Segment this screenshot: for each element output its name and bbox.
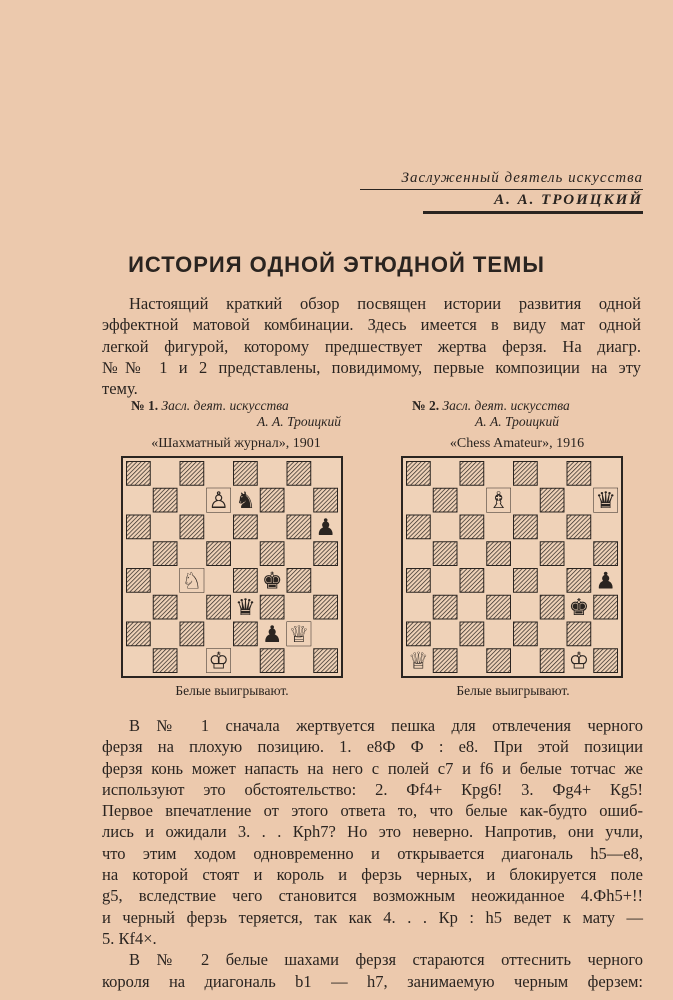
body-line: g5, вследствие чего становится возможным неожиданное 4.Фh5+!!	[102, 886, 643, 906]
dark-square	[487, 542, 511, 566]
diagram-2-source: «Chess Amateur», 1916	[449, 436, 585, 451]
dark-square	[514, 515, 538, 539]
body-line: ферзя на плохую позицию. 1. e8Ф Ф : e8. При этой позиции	[102, 737, 643, 757]
dark-square	[234, 462, 258, 486]
chess-piece: ♞	[235, 488, 256, 515]
dark-square	[260, 542, 284, 566]
dark-square	[460, 622, 484, 646]
chess-piece: ♛	[595, 488, 616, 515]
dark-square	[540, 595, 564, 619]
dark-square	[594, 649, 618, 673]
dark-square	[314, 542, 338, 566]
diagram-2-verdict: Белые выигрывают.	[456, 683, 570, 698]
chess-board-2	[401, 456, 623, 678]
chess-board-1	[121, 456, 343, 678]
dark-square	[460, 569, 484, 593]
dark-square	[407, 622, 431, 646]
dark-square	[407, 569, 431, 593]
intro-line: №№ 1 и 2 представлены, повидимому, первые композиции на эту	[102, 357, 641, 377]
dark-square	[287, 462, 311, 486]
dark-square	[487, 649, 511, 673]
diagram-2-author-line2: А. А. Троицкий	[475, 414, 559, 429]
body-text	[102, 715, 643, 992]
author-title: Заслуженный деятель искусства	[360, 170, 643, 190]
diagram-1-source: «Шахматный журнал», 1901	[151, 436, 321, 451]
dark-square	[567, 569, 591, 593]
dark-square	[153, 542, 177, 566]
dark-square	[460, 515, 484, 539]
dark-square	[567, 622, 591, 646]
diagram-2-author-line1: Засл. деят. искусства	[442, 398, 570, 413]
chess-piece: ♔	[568, 648, 590, 675]
dark-square	[540, 542, 564, 566]
dark-square	[234, 622, 258, 646]
dark-square	[314, 649, 338, 673]
dark-square	[127, 515, 151, 539]
dark-square	[180, 622, 204, 646]
dark-square	[514, 462, 538, 486]
chess-piece: ♗	[488, 488, 509, 515]
dark-square	[314, 488, 338, 512]
dark-square	[594, 595, 618, 619]
dark-square	[407, 462, 431, 486]
dark-square	[314, 595, 338, 619]
dark-square	[260, 649, 284, 673]
body-line: Первое впечатление от этого ответа то, что белые как-будто ошиб-	[102, 801, 643, 821]
body-line: ферзя конь может напасть на него с полей c7 и f6 и белые тотчас же	[102, 758, 643, 778]
body-line: В № 1 сначала жертвуется пешка для отвлечения черного	[129, 716, 643, 735]
diagram-1-author-line2: А. А. Троицкий	[257, 414, 341, 429]
intro-line: Настоящий краткий обзор посвящен истории развития одной	[129, 294, 641, 313]
dark-square	[234, 515, 258, 539]
chess-piece: ♟	[261, 621, 283, 648]
dark-square	[287, 569, 311, 593]
dark-square	[433, 542, 457, 566]
dark-square	[260, 488, 284, 512]
dark-square	[407, 515, 431, 539]
dark-square	[180, 462, 204, 486]
dark-square	[540, 488, 564, 512]
dark-square	[260, 595, 284, 619]
diagram-1-header	[131, 398, 341, 452]
dark-square	[433, 488, 457, 512]
dark-square	[234, 569, 258, 593]
intro-line: тему.	[102, 379, 138, 399]
chess-piece: ♘	[181, 568, 203, 595]
dark-square	[207, 542, 231, 566]
diagram-2-number: № 2.	[412, 398, 440, 413]
chess-piece: ♛	[235, 595, 256, 622]
chess-piece: ♙	[208, 488, 229, 515]
author-name: А. А. ТРОИЦКИЙ	[423, 192, 643, 214]
dark-square	[540, 649, 564, 673]
dark-square	[433, 649, 457, 673]
chess-piece: ♚	[261, 568, 283, 595]
diagram-1-board-wrap	[121, 456, 343, 678]
body-line: используют это обстоятельство: 2. Фf4+ Крg6! 3. Фg4+ Кg5!	[102, 779, 643, 799]
body-line: короля на диагональ b1 — h7, занимаемую черным ферзем:	[102, 971, 643, 991]
intro-paragraph	[102, 293, 641, 399]
dark-square	[514, 622, 538, 646]
chess-piece: ♚	[568, 595, 590, 622]
body-line: В № 2 белые шахами ферзя стараются оттеснить черного	[129, 950, 643, 970]
dark-square	[594, 542, 618, 566]
chess-piece: ♕	[288, 621, 310, 648]
diagram-1-verdict: Белые выигрывают.	[175, 683, 289, 698]
intro-line: легкой фигурой, которому предшествует жертва ферзя. На диагр.	[102, 336, 641, 356]
diagram-2-header	[412, 398, 622, 452]
dark-square	[153, 595, 177, 619]
chess-piece: ♔	[208, 648, 229, 675]
dark-square	[153, 649, 177, 673]
diagram-1-author-line1: Засл. деят. искусства	[161, 398, 289, 413]
body-line: и черный ферзь теряется, так как 4. . . Кр : h5 ведет к мату —	[102, 907, 643, 927]
dark-square	[460, 462, 484, 486]
dark-square	[514, 569, 538, 593]
chess-piece: ♟	[315, 514, 336, 541]
dark-square	[153, 488, 177, 512]
body-line: лись и ожидали 3. . . Крh7? Но это неверно. Напротив, они учли,	[102, 822, 643, 842]
body-line: 5. Кf4×.	[102, 928, 157, 948]
dark-square	[287, 515, 311, 539]
chess-piece: ♕	[408, 648, 429, 675]
diagram-2-board-wrap	[401, 456, 623, 678]
intro-line: эффектной матовой комбинации. Здесь имеется в виду мат одной	[102, 315, 641, 335]
dark-square	[487, 595, 511, 619]
dark-square	[567, 515, 591, 539]
body-line: на которой стоят и король и ферзь черных, и блокируется поле	[102, 865, 643, 885]
dark-square	[180, 515, 204, 539]
dark-square	[127, 622, 151, 646]
dark-square	[433, 595, 457, 619]
diagram-1-number: № 1.	[131, 398, 159, 413]
dark-square	[127, 462, 151, 486]
page-title: ИСТОРИЯ ОДНОЙ ЭТЮДНОЙ ТЕМЫ	[128, 252, 545, 277]
body-line: что этим ходом одновременно и открывается диагональ h5—e8,	[102, 843, 643, 863]
dark-square	[127, 569, 151, 593]
chess-piece: ♟	[595, 568, 616, 595]
dark-square	[207, 595, 231, 619]
dark-square	[567, 462, 591, 486]
